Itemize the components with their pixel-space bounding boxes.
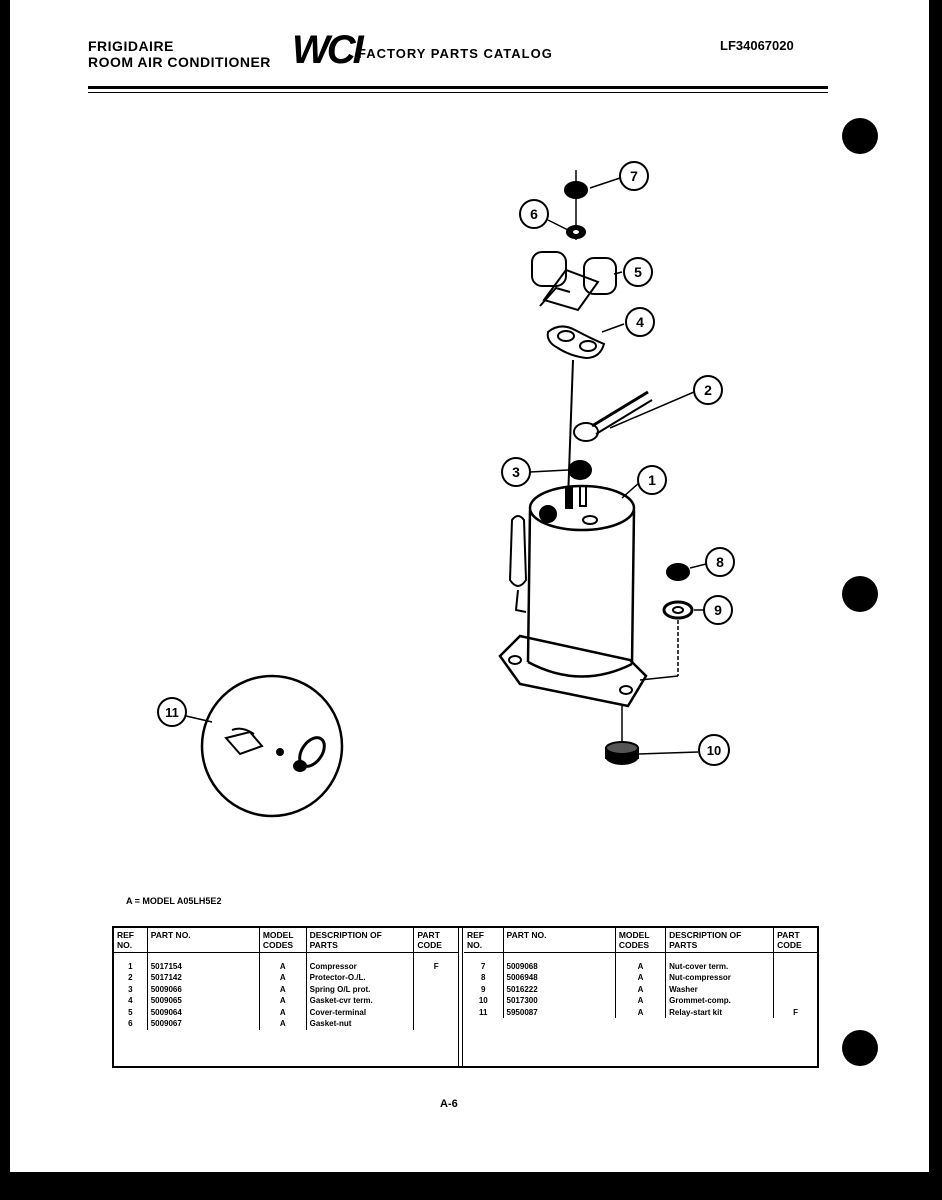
svg-text:1: 1 [648, 472, 656, 488]
callout-6 [520, 200, 548, 228]
callout-2 [694, 376, 722, 404]
col-part: PART NO. [503, 928, 615, 953]
col-model: MODEL CODES [259, 928, 306, 953]
table-row: 5 5009064 A Cover-terminal [114, 1007, 458, 1019]
svg-text:6: 6 [530, 206, 538, 222]
table-row: 7 5009068 A Nut-cover term. [464, 961, 817, 973]
part-8-nut-compressor [667, 564, 689, 580]
catalog-number: LF34067020 [720, 38, 794, 53]
page-number: A-6 [440, 1098, 458, 1110]
table-row: 2 5017142 A Protector-O./L. [114, 972, 458, 984]
svg-text:7: 7 [630, 168, 638, 184]
col-ref: REF NO. [464, 928, 503, 953]
part-6-gasket-nut [567, 226, 585, 238]
svg-text:10: 10 [706, 743, 722, 758]
part-5-cover-terminal [532, 252, 616, 310]
part-3-spring [569, 461, 591, 479]
svg-text:8: 8 [716, 554, 724, 570]
col-desc: DESCRIPTION OF PARTS [306, 928, 414, 953]
col-part: PART NO. [147, 928, 259, 953]
part-1-compressor [500, 486, 646, 706]
table-header-row [114, 928, 458, 953]
callout-11 [158, 698, 186, 726]
callout-9 [704, 596, 732, 624]
callout-8 [706, 548, 734, 576]
table-row: 10 5017300 A Grommet-comp. [464, 995, 817, 1007]
parts-table-left [114, 928, 458, 1030]
parts-table-right [464, 928, 817, 1018]
col-model: MODEL CODES [615, 928, 665, 953]
table-header-row [464, 928, 817, 953]
model-note: A = MODEL A05LH5E2 [126, 896, 222, 906]
part-10-grommet [606, 742, 638, 764]
callout-1 [638, 466, 666, 494]
col-ref: REF NO. [114, 928, 147, 953]
callout-10 [699, 735, 729, 765]
callout-7 [620, 162, 648, 190]
callout-3 [502, 458, 530, 486]
table-row: 1 5017154 A Compressor F [114, 961, 458, 973]
wci-logo: WCI [292, 28, 361, 72]
col-code: PART CODE [774, 928, 817, 953]
callout-4 [626, 308, 654, 336]
table-row: 4 5009065 A Gasket-cvr term. [114, 995, 458, 1007]
page-frame-bottom [0, 1172, 942, 1200]
part-7-nut-cover [565, 182, 587, 198]
parts-table-divider [458, 926, 463, 1068]
table-row: 3 5009066 A Spring O/L prot. [114, 984, 458, 996]
part-4-gasket [548, 326, 604, 358]
part-11-relay-start-kit [202, 676, 342, 816]
part-2-protector [574, 392, 652, 441]
table-row: 6 5009067 A Gasket-nut [114, 1018, 458, 1030]
svg-text:4: 4 [636, 314, 644, 330]
table-row: 8 5006948 A Nut-compressor [464, 972, 817, 984]
callout-labels [158, 162, 734, 765]
svg-text:5: 5 [634, 264, 642, 280]
binder-hole-bottom [842, 1030, 878, 1066]
svg-text:2: 2 [704, 382, 712, 398]
svg-text:9: 9 [714, 602, 722, 618]
svg-text:3: 3 [512, 464, 520, 480]
callout-5 [624, 258, 652, 286]
svg-text:11: 11 [165, 705, 179, 720]
brand-name: FRIGIDAIRE [88, 38, 174, 54]
col-code: PART CODE [414, 928, 458, 953]
part-9-washer [664, 602, 692, 618]
table-row: 11 5950087 A Relay-start kit F [464, 1007, 817, 1019]
col-desc: DESCRIPTION OF PARTS [666, 928, 774, 953]
table-row: 9 5016222 A Washer [464, 984, 817, 996]
catalog-title: FACTORY PARTS CATALOG [358, 46, 553, 61]
product-line: ROOM AIR CONDITIONER [88, 54, 271, 70]
